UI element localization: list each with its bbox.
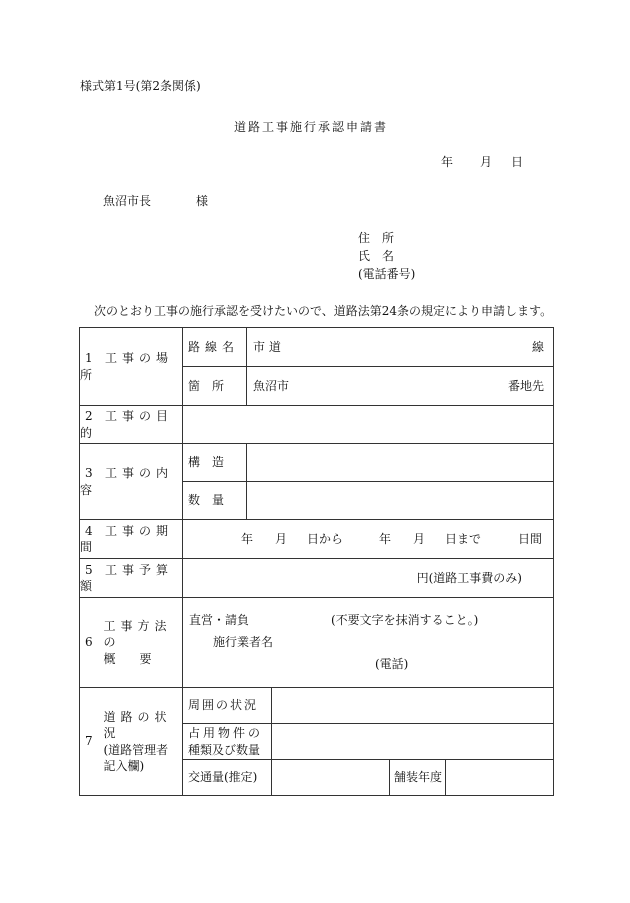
date-day: 日 [511,155,524,169]
row3-label: 工事の内容 [80,466,174,497]
date-month: 月 [480,155,493,169]
application-table [79,327,554,796]
period-start-month: 月 [275,532,288,546]
row2-label: 工事の目的 [80,409,174,440]
quantity-label-cell [183,482,247,520]
addressee-name: 魚沼市長 [103,194,152,208]
row2-number: 2 [85,409,93,424]
place-label: 箇 所 [188,378,225,393]
applicant-address-label: 住 所 [358,231,395,245]
addressee-honorific: 様 [196,194,209,208]
row7-number: 7 [85,734,93,749]
row4-label-cell [80,520,183,559]
form-number: 様式第1号(第2条関係) [80,79,201,93]
row7-label-line2: (道路管理者 [103,742,169,757]
row7-label-line1: 道路の状況 [103,710,172,741]
occupancy-label-line1: 占用物件の [188,726,264,741]
traffic-label-cell [183,760,272,796]
row5-number: 5 [85,562,93,577]
route-name-field[interactable] [247,328,554,367]
row7-label-cell [80,688,183,796]
period-end-year: 年 [379,532,392,546]
period-end-day: 日まで [445,532,482,546]
surroundings-label-cell [183,688,272,724]
quantity-field[interactable] [247,482,554,520]
route-name-label: 路線名 [188,339,240,354]
document-title: 道路工事施行承認申請書 [234,120,389,134]
route-name-label-cell [183,328,247,367]
occupancy-label-cell [183,724,272,760]
place-field[interactable] [247,367,554,406]
row1-label-cell [80,328,183,406]
row3-number: 3 [85,466,93,481]
structure-label-cell [183,444,247,482]
pavement-label-cell [390,760,446,796]
row5-label-cell [80,559,183,598]
surroundings-label: 周囲の状況 [188,698,259,713]
structure-field[interactable] [247,444,554,482]
place-prefix: 魚沼市 [253,378,290,393]
intro-text: 次のとおり工事の施行承認を受けたいので、道路法第24条の規定により申請します。 [94,304,553,318]
purpose-field[interactable] [183,406,554,444]
row5-label: 工事予算額 [80,562,174,593]
row3-label-cell [80,444,183,520]
budget-unit: 円(道路工事費のみ) [416,570,522,585]
pavement-field[interactable] [446,760,554,796]
row7-label-line3: 記入欄) [103,758,145,773]
row6-label-line2: 概 要 [103,651,152,666]
traffic-field[interactable] [272,760,390,796]
occupancy-field[interactable] [272,724,554,760]
period-start-day: 日から [307,532,344,546]
row4-number: 4 [85,523,93,538]
period-end-month: 月 [413,532,426,546]
contractor-label: 施行業者名 [213,635,274,649]
applicant-name-label: 氏 名 [358,249,395,263]
route-suffix: 線 [531,339,544,354]
structure-label: 構 造 [188,455,225,470]
date-year: 年 [441,155,454,169]
method-options: 直営・請負 [189,613,250,627]
period-field[interactable] [183,520,554,559]
method-note: (不要文字を抹消すること。) [331,613,479,627]
contractor-phone: (電話) [375,657,409,671]
route-prefix: 市 道 [253,339,281,354]
budget-field[interactable] [183,559,554,598]
row6-label-cell [80,598,183,688]
row6-number: 6 [85,635,93,650]
pavement-label: 舗装年度 [394,770,443,785]
surroundings-field[interactable] [272,688,554,724]
row1-number: 1 [85,351,93,366]
occupancy-label-line2: 種類及び数量 [188,742,261,757]
applicant-phone-label: (電話番号) [358,267,416,281]
period-start-year: 年 [241,532,254,546]
place-suffix: 番地先 [507,378,544,393]
row1-label: 工事の場所 [80,351,174,382]
quantity-label: 数 量 [188,493,225,508]
place-label-cell [183,367,247,406]
period-days: 日間 [518,532,543,546]
row6-label-line1: 工事方法の [103,619,172,650]
traffic-label: 交通量(推定) [188,770,258,785]
method-field[interactable] [183,598,554,688]
row2-label-cell [80,406,183,444]
row4-label: 工事の期間 [80,523,174,554]
